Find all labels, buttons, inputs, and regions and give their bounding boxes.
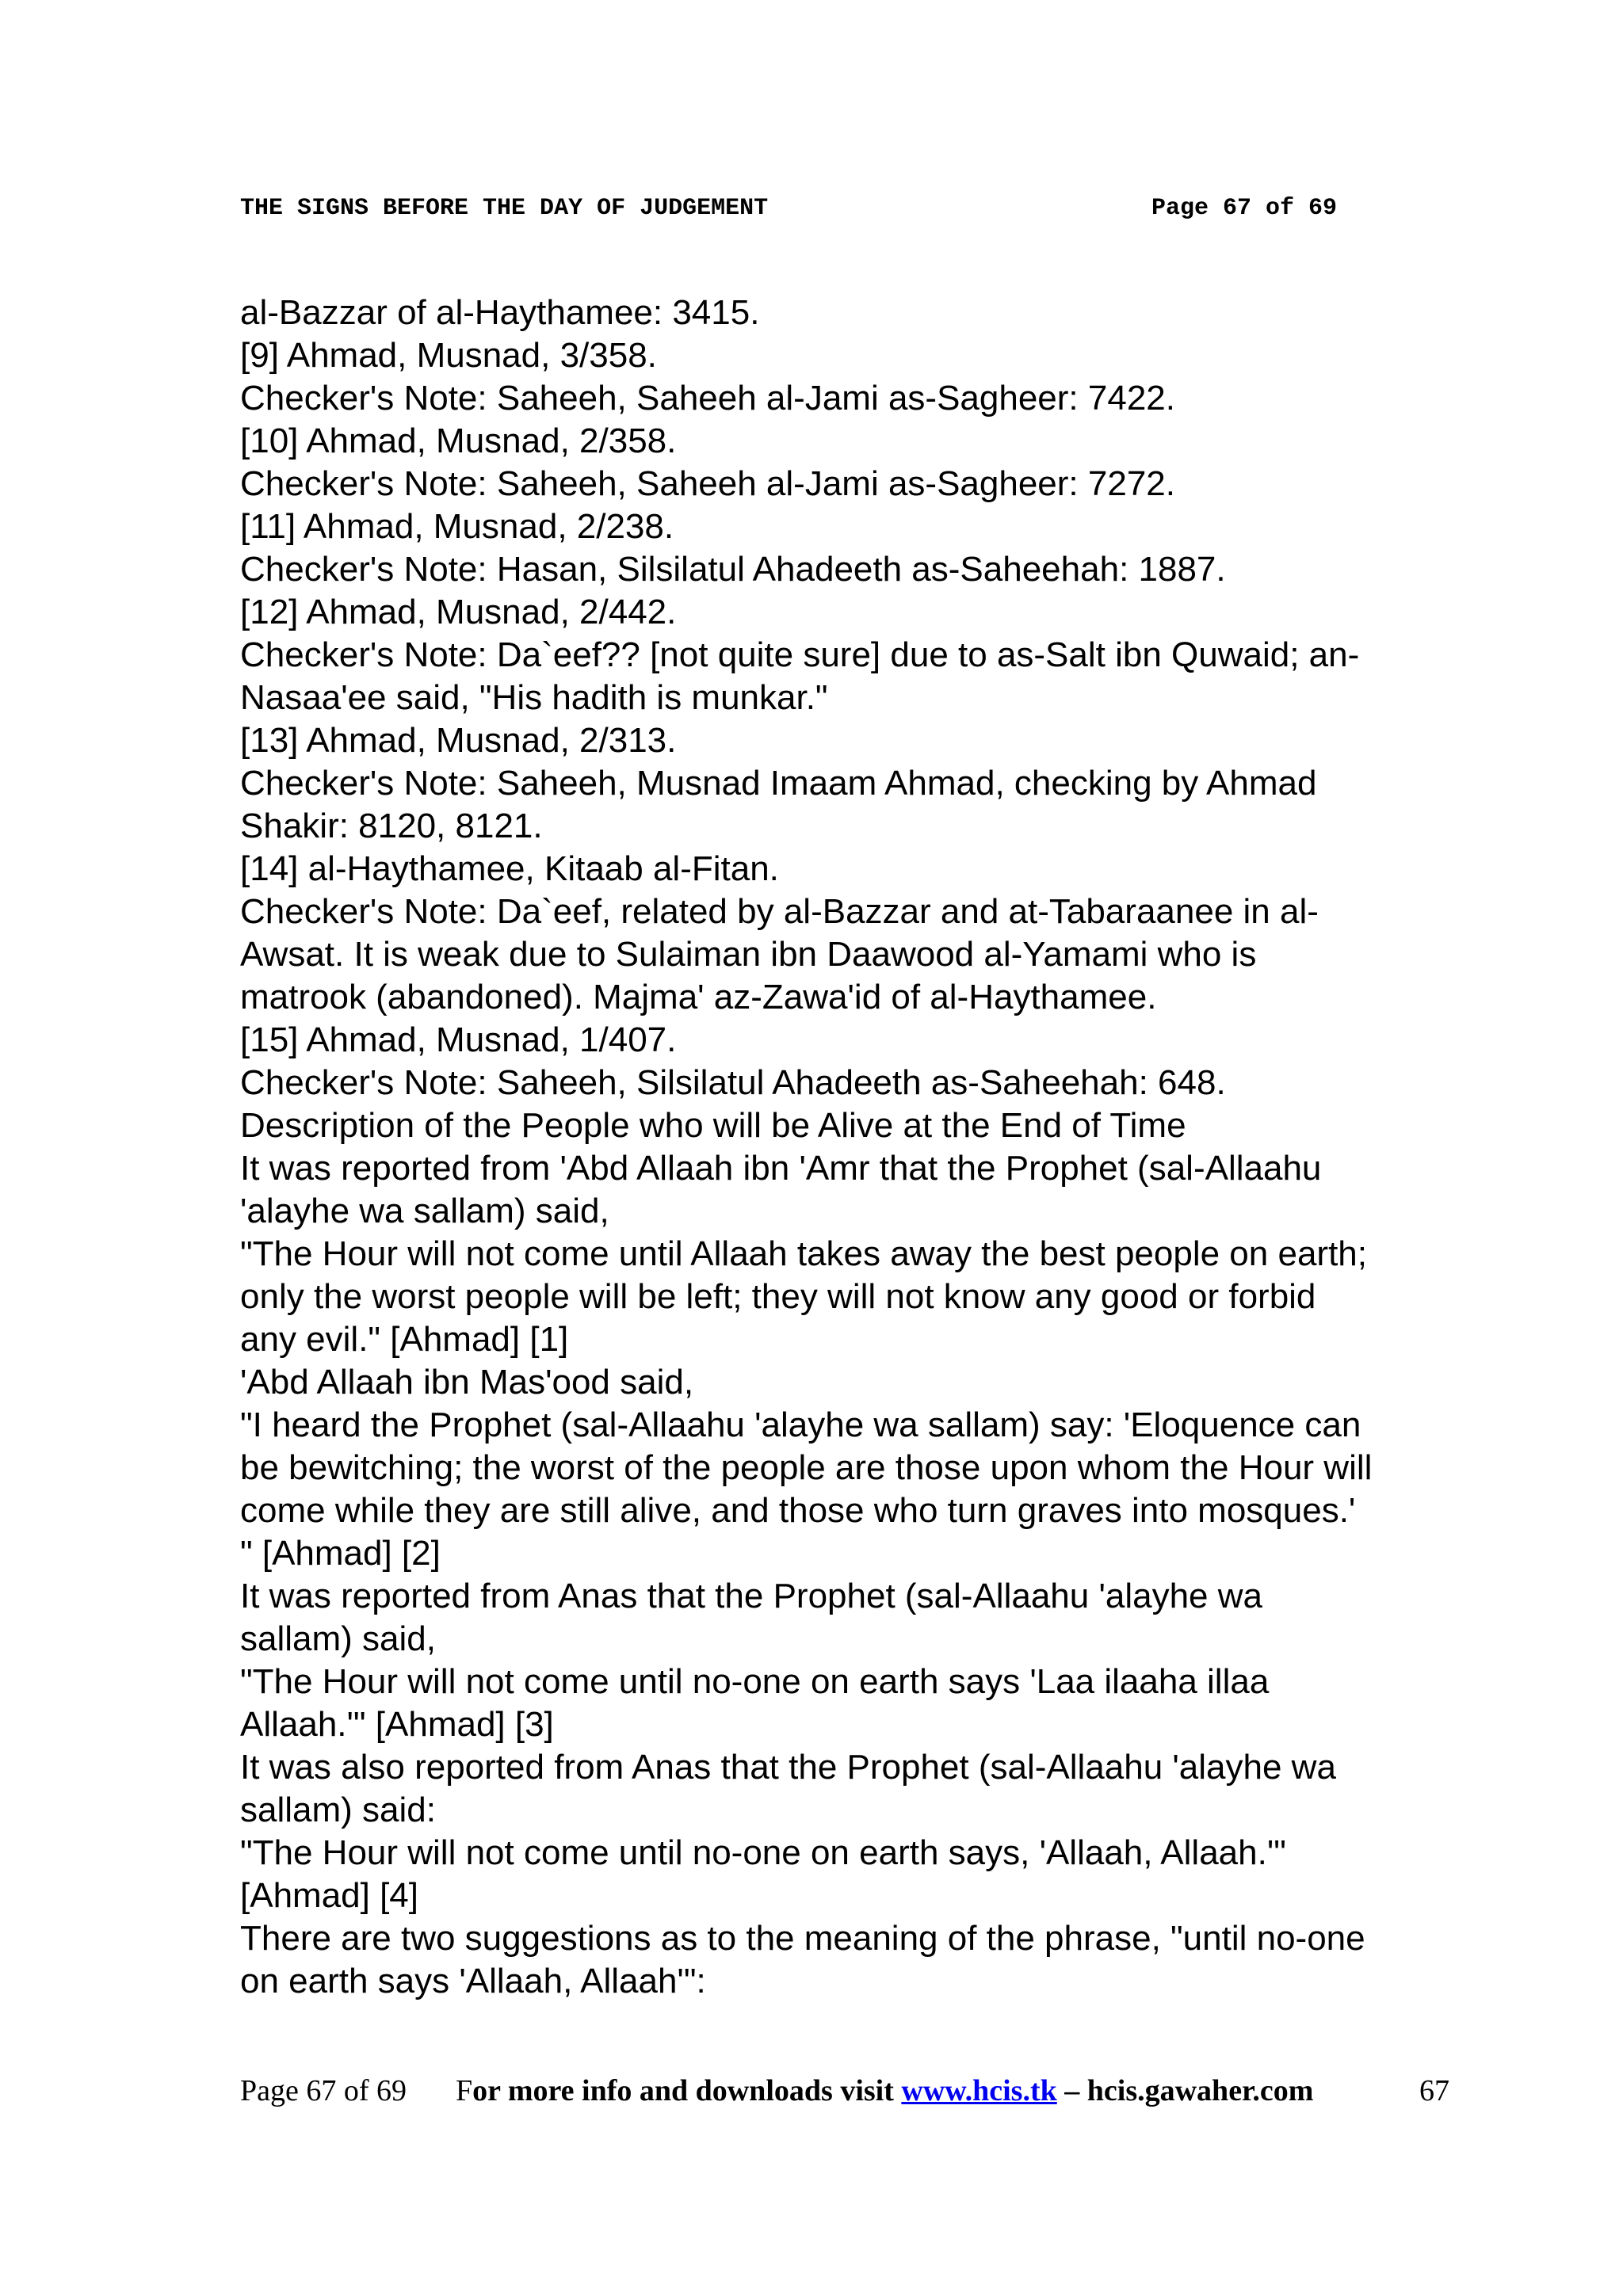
text-line: [15] Ahmad, Musnad, 1/407. xyxy=(240,1020,677,1059)
header-page-indicator: Page 67 of 69 xyxy=(1151,195,1338,222)
text-line: any evil." [Ahmad] [1] xyxy=(240,1320,569,1359)
text-line: Checker's Note: Da`eef?? [not quite sure] due to as-Salt ibn Quwaid; an- xyxy=(240,635,1360,674)
text-line: "The Hour will not come until no-one on earth says, 'Allaah, Allaah.'" xyxy=(240,1833,1286,1872)
text-line: only the worst people will be left; they will not know any good or forbid xyxy=(240,1277,1316,1316)
text-line: come while they are still alive, and those who turn graves into mosques.' xyxy=(240,1491,1356,1530)
text-line: on earth says 'Allaah, Allaah'": xyxy=(240,1962,706,2000)
text-line: [10] Ahmad, Musnad, 2/358. xyxy=(240,421,677,460)
footer-page-label: Page 67 of 69 xyxy=(240,2074,407,2107)
text-line: matrook (abandoned). Majma' az-Zawa'id of al-Haythamee. xyxy=(240,978,1157,1016)
text-line: [12] Ahmad, Musnad, 2/442. xyxy=(240,593,677,631)
website-link[interactable]: www.hcis.tk xyxy=(901,2074,1057,2107)
text-line: 'Abd Allaah ibn Mas'ood said, xyxy=(240,1363,694,1402)
text-line: It was also reported from Anas that the Prophet (sal-Allaahu 'alayhe wa xyxy=(240,1748,1336,1787)
text-line: Checker's Note: Saheeh, Musnad Imaam Ahmad, checking by Ahmad xyxy=(240,764,1317,803)
text-line: It was reported from 'Abd Allaah ibn 'Amr that the Prophet (sal-Allaahu xyxy=(240,1149,1322,1188)
text-line: Checker's Note: Saheeh, Saheeh al-Jami as-Sagheer: 7422. xyxy=(240,379,1175,418)
text-line: al-Bazzar of al-Haythamee: 3415. xyxy=(240,293,760,332)
page-header xyxy=(240,193,1365,224)
text-line: [14] al-Haythamee, Kitaab al-Fitan. xyxy=(240,849,779,888)
text-line: Allaah.'" [Ahmad] [3] xyxy=(240,1705,554,1744)
text-line: "The Hour will not come until Allaah takes away the best people on earth; xyxy=(240,1234,1367,1273)
text-line: [13] Ahmad, Musnad, 2/313. xyxy=(240,721,677,760)
text-line: [9] Ahmad, Musnad, 3/358. xyxy=(240,336,657,375)
text-line: It was reported from Anas that the Prophet (sal-Allaahu 'alayhe wa xyxy=(240,1577,1262,1615)
text-line: be bewitching; the worst of the people are those upon whom the Hour will xyxy=(240,1448,1373,1487)
page-footer xyxy=(240,2071,1461,2111)
text-line: Checker's Note: Saheeh, Saheeh al-Jami as-Sagheer: 7272. xyxy=(240,464,1175,503)
document-title: THE SIGNS BEFORE THE DAY OF JUDGEMENT xyxy=(240,195,769,222)
text-line: "I heard the Prophet (sal-Allaahu 'alayhe wa sallam) say: 'Eloquence can xyxy=(240,1405,1361,1444)
text-line: Shakir: 8120, 8121. xyxy=(240,807,543,845)
text-line: sallam) said, xyxy=(240,1619,436,1658)
text-line: "The Hour will not come until no-one on earth says 'Laa ilaaha illaa xyxy=(240,1662,1270,1701)
footer-visit-text: or more info and downloads visit xyxy=(472,2074,902,2107)
text-line: [11] Ahmad, Musnad, 2/238. xyxy=(240,507,674,546)
text-line: sallam) said: xyxy=(240,1791,436,1829)
text-line: Checker's Note: Da`eef, related by al-Bazzar and at-Tabaraanee in al- xyxy=(240,892,1319,931)
text-line: Nasaa'ee said, "His hadith is munkar." xyxy=(240,678,828,717)
text-line: 'alayhe wa sallam) said, xyxy=(240,1192,609,1230)
section-heading: Description of the People who will be Alive at the End of Time xyxy=(240,1106,1186,1145)
footer-lead-letter: F xyxy=(456,2074,473,2107)
text-line: Checker's Note: Saheeh, Silsilatul Ahadeeth as-Saheehah: 648. xyxy=(240,1063,1226,1102)
body-text xyxy=(240,292,1476,2003)
text-line: [Ahmad] [4] xyxy=(240,1876,419,1915)
text-line: There are two suggestions as to the meaning of the phrase, "until no-one xyxy=(240,1919,1365,1958)
footer-alt-site: – hcis.gawaher.com xyxy=(1056,2074,1314,2107)
text-line: Awsat. It is weak due to Sulaiman ibn Daawood al-Yamami who is xyxy=(240,935,1257,974)
footer-page-number: 67 xyxy=(1419,2074,1449,2107)
footer-info xyxy=(456,2071,1313,2111)
text-line: Checker's Note: Hasan, Silsilatul Ahadeeth as-Saheehah: 1887. xyxy=(240,550,1226,589)
text-line: " [Ahmad] [2] xyxy=(240,1534,441,1573)
